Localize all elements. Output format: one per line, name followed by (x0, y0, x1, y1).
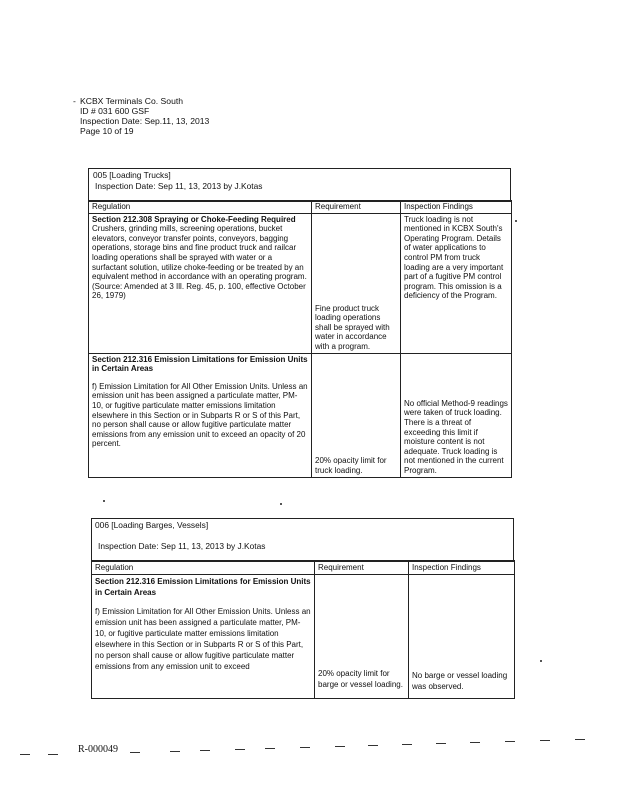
document-header: - KCBX Terminals Co. South ID # 031 600 GSF Inspection Date: Sep.11, 13, 2013 Page 10 of 19 (73, 96, 210, 136)
table-header-row (92, 561, 515, 575)
loading-trucks-table (88, 200, 512, 478)
table-header-row (89, 201, 512, 214)
regulation-text: f) Emission Limitation for All Other Emission Units. Unless an emission unit has been assigned a particulate matter, PM-10, or fugitive particulate matter emissions limitation elsewhere in this Section or in Subparts R or S of this Part, no person shall cause or allow fugitive particulate matter emissions from any emission unit to exceed (95, 607, 311, 671)
col-regulation: Regulation (92, 561, 315, 575)
requirement-cell: Fine product truck loading operations shall be sprayed with water in accordance with a program. (312, 213, 401, 353)
section-inspection-line: Inspection Date: Sep 11, 13, 2013 by J.Kotas (95, 181, 263, 191)
facility-id: ID # 031 600 GSF (80, 106, 150, 116)
findings-cell: No barge or vessel loading was observed. (409, 575, 515, 699)
col-requirement: Requirement (315, 561, 409, 575)
regulation-cell (89, 213, 312, 353)
section-title: 005 [Loading Trucks] (93, 170, 171, 180)
requirement-cell: 20% opacity limit for barge or vessel loading. (315, 575, 409, 699)
regulation-cell (92, 575, 315, 699)
regulation-heading: Section 212.316 Emission Limitations for Emission Units in Certain Areas (92, 354, 308, 374)
regulation-heading: Section 212.316 Emission Limitations for Emission Units in Certain Areas (95, 577, 311, 597)
section-title: 006 [Loading Barges, Vessels] (95, 520, 209, 530)
loading-barges-table (91, 560, 515, 699)
col-findings: Inspection Findings (401, 201, 512, 214)
col-findings: Inspection Findings (409, 561, 515, 575)
regulation-text: f) Emission Limitation for All Other Emission Units. Unless an emission unit has been assigned a particulate matter, PM-10, or fugitive particulate matter emissions limitation elsewhere in this Section or in Subparts R or S of this Part, no person shall cause or allow fugitive particulate matter emissions from any emission unit to exceed an opacity of 20 percent. (92, 381, 308, 449)
col-requirement: Requirement (312, 201, 401, 214)
findings-cell: No official Method-9 readings were taken of truck loading. There is a threat of exceeding this limit if moisture content is not adequate. Truck loading is not mentioned in the current Program. (401, 353, 512, 477)
regulation-cell (89, 353, 312, 477)
bates-number: R-000049 (78, 744, 118, 755)
section-loading-barges (91, 518, 514, 562)
section-inspection-line: Inspection Date: Sep 11, 13, 2013 by J.Kotas (98, 541, 266, 551)
regulation-heading: Section 212.308 Spraying or Choke-Feeding Required (92, 214, 296, 224)
regulation-text: Crushers, grinding mills, screening operations, bucket elevators, conveyor transfer points, conveyors, bagging operations, storage bins and fine product truck and railcar loading operations shall be sprayed with water or a surfactant solution, utilize choke-feeding or be treated by an equivalent method in accordance with an operating program. (Source: Amended at 3 Ill. Reg. 45, p. 100, effective October 26, 1979) (92, 224, 307, 301)
inspection-date: Inspection Date: Sep.11, 13, 2013 (80, 116, 210, 126)
findings-cell: Truck loading is not mentioned in KCBX South's Operating Program. Details of water applications to control PM from truck loading are a very important part of a fugitive PM control program. This omission is a deficiency of the Program. (401, 213, 512, 353)
col-regulation: Regulation (89, 201, 312, 214)
page-number: Page 10 of 19 (80, 126, 134, 136)
section-loading-trucks (88, 168, 511, 202)
table-row (89, 353, 512, 477)
company-name: KCBX Terminals Co. South (80, 96, 184, 106)
requirement-cell: 20% opacity limit for truck loading. (312, 353, 401, 477)
table-row (89, 213, 512, 353)
table-row (92, 575, 515, 699)
